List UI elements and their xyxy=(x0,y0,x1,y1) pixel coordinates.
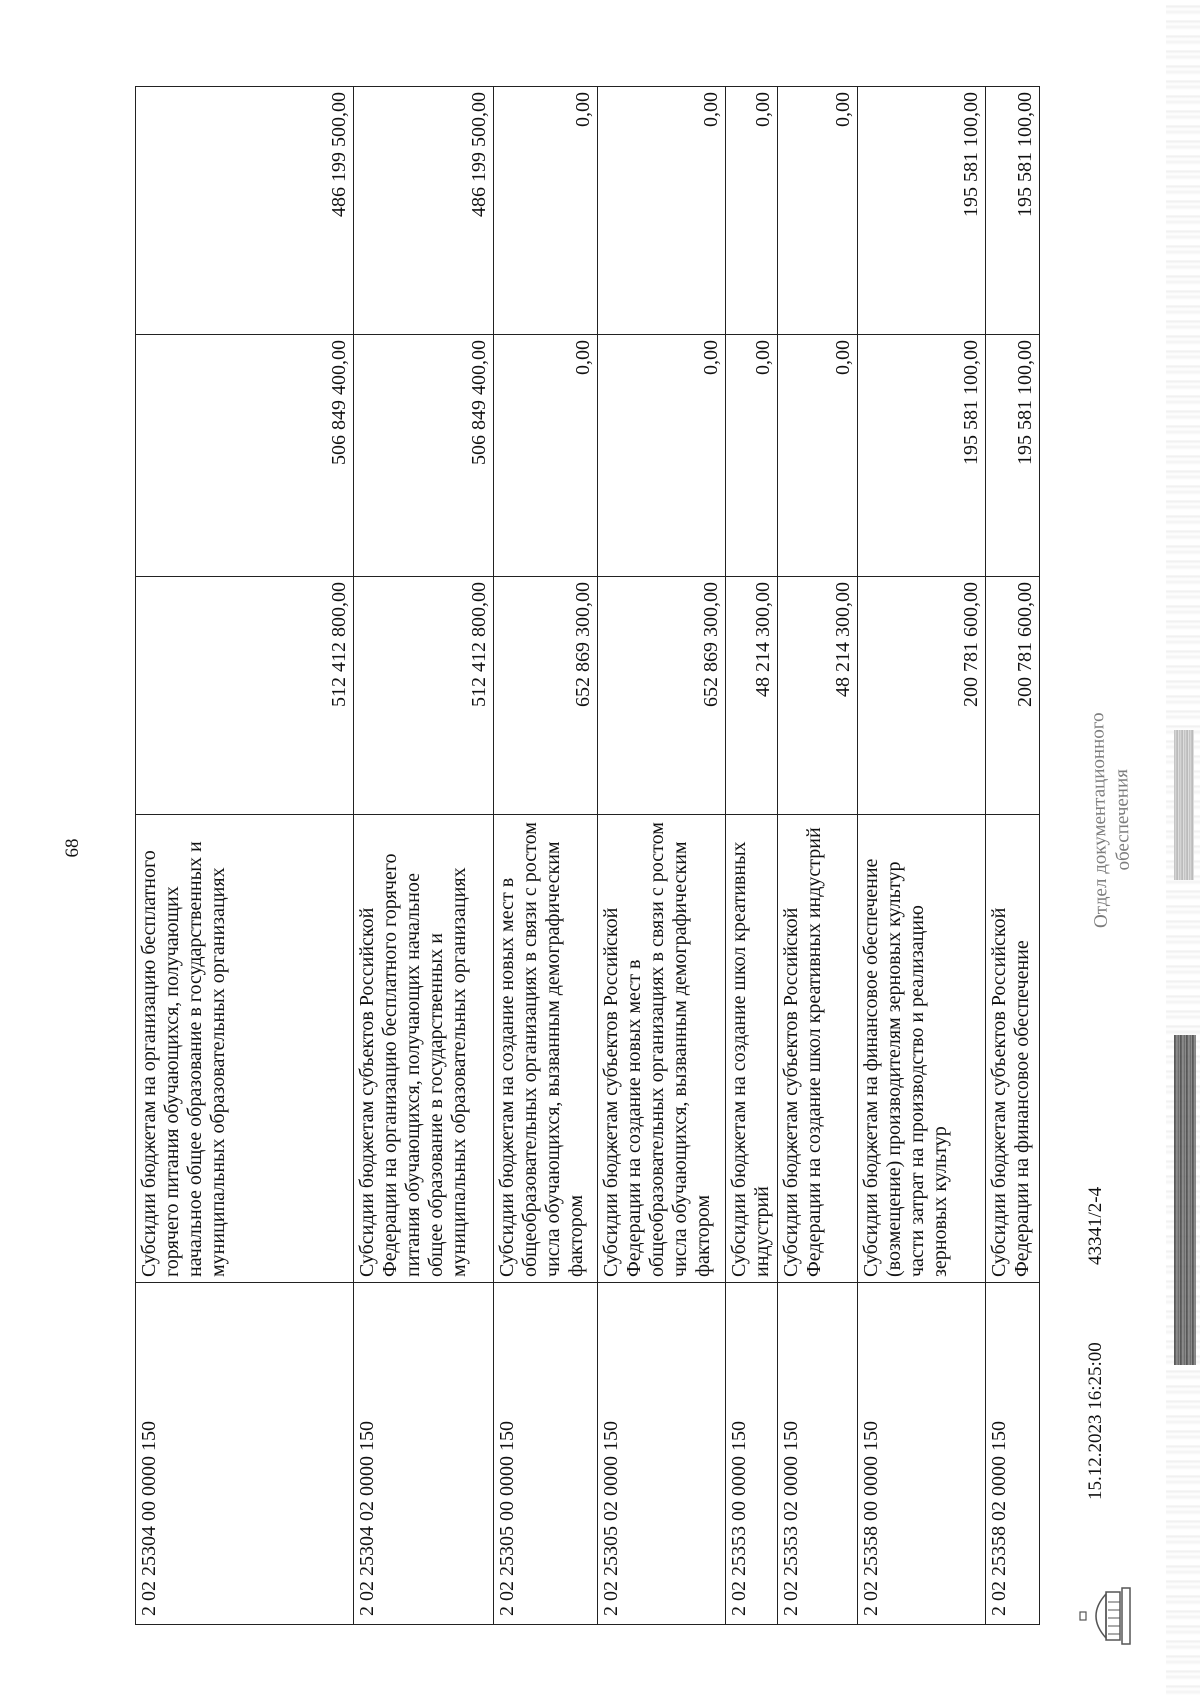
amount-col1: 512 412 800,00 xyxy=(136,577,354,815)
amount-col3: 0,00 xyxy=(494,87,598,335)
amount-col2: 195 581 100,00 xyxy=(986,335,1040,577)
budget-code: 2 02 25358 00 0000 150 xyxy=(858,1283,986,1625)
budget-code: 2 02 25353 00 0000 150 xyxy=(726,1283,778,1625)
budget-item-name: Субсидии бюджетам на создание школ креативных индустрий xyxy=(726,815,778,1283)
amount-col1: 200 781 600,00 xyxy=(986,577,1040,815)
amount-col2: 506 849 400,00 xyxy=(354,335,494,577)
duma-emblem-icon xyxy=(1078,1582,1134,1650)
amount-col3: 195 581 100,00 xyxy=(986,87,1040,335)
amount-col1: 48 214 300,00 xyxy=(778,577,858,815)
amount-col3: 195 581 100,00 xyxy=(858,87,986,335)
page-number: 68 xyxy=(62,838,83,858)
amount-col1: 200 781 600,00 xyxy=(858,577,986,815)
budget-code: 2 02 25358 02 0000 150 xyxy=(986,1283,1040,1625)
amount-col3: 486 199 500,00 xyxy=(354,87,494,335)
budget-item-name: Субсидии бюджетам субъектов Российской Федерации на организацию бесплатного горячего питания обучающихся, получающих начальное общее образование в государственных и муниципальных образовательных организациях xyxy=(354,815,494,1283)
amount-col1: 652 869 300,00 xyxy=(494,577,598,815)
amount-col2: 195 581 100,00 xyxy=(858,335,986,577)
amount-col2: 506 849 400,00 xyxy=(136,335,354,577)
budget-item-name: Субсидии бюджетам на финансовое обеспечение (возмещение) производителям зерновых культур части затрат на производство и реализацию зерновых культур xyxy=(858,815,986,1283)
table-row xyxy=(598,87,726,1625)
budget-code: 2 02 25304 00 0000 150 xyxy=(136,1283,354,1625)
amount-col1: 512 412 800,00 xyxy=(354,577,494,815)
document-number: 43341/2-4 xyxy=(1085,1186,1106,1265)
budget-code: 2 02 25305 02 0000 150 xyxy=(598,1283,726,1625)
budget-item-name: Субсидии бюджетам на организацию бесплатного горячего питания обучающихся, получающих начальное общее образование в государственных и муниципальных образовательных организациях xyxy=(136,815,354,1283)
table-row xyxy=(986,87,1040,1625)
table-row xyxy=(726,87,778,1625)
budget-item-name: Субсидии бюджетам на создание новых мест в общеобразовательных организациях в связи с ростом числа обучающихся, вызванным демографическим фактором xyxy=(494,815,598,1283)
amount-col2: 0,00 xyxy=(778,335,858,577)
registration-date: 15.12.2023 16:25:00 xyxy=(1085,1342,1106,1500)
budget-item-name: Субсидии бюджетам субъектов Российской Федерации на создание школ креативных индустрий xyxy=(778,815,858,1283)
amount-col3: 0,00 xyxy=(598,87,726,335)
amount-col2: 0,00 xyxy=(598,335,726,577)
amount-col3: 0,00 xyxy=(778,87,858,335)
amount-col1: 652 869 300,00 xyxy=(598,577,726,815)
amount-col1: 48 214 300,00 xyxy=(726,577,778,815)
budget-code: 2 02 25304 02 0000 150 xyxy=(354,1283,494,1625)
stamp-line: Отдел документационного xyxy=(1087,712,1112,929)
amount-col2: 0,00 xyxy=(494,335,598,577)
amount-col3: 0,00 xyxy=(726,87,778,335)
budget-item-name: Субсидии бюджетам субъектов Российской Федерации на финансовое обеспечение xyxy=(986,815,1040,1283)
budget-code: 2 02 25305 00 0000 150 xyxy=(494,1283,598,1625)
budget-table xyxy=(135,86,1040,1625)
budget-item-name: Субсидии бюджетам субъектов Российской Федерации на создание новых мест в общеобразовательных организациях в связи с ростом числа обучающихся, вызванным демографическим фактором xyxy=(598,815,726,1283)
department-stamp xyxy=(1086,690,1137,951)
budget-code: 2 02 25353 02 0000 150 xyxy=(778,1283,858,1625)
stamp-line: обеспечения xyxy=(1111,768,1134,871)
table-row xyxy=(354,87,494,1625)
table-row xyxy=(494,87,598,1625)
amount-col3: 486 199 500,00 xyxy=(136,87,354,335)
table-row xyxy=(136,87,354,1625)
table-row xyxy=(858,87,986,1625)
amount-col2: 0,00 xyxy=(726,335,778,577)
table-row xyxy=(778,87,858,1625)
